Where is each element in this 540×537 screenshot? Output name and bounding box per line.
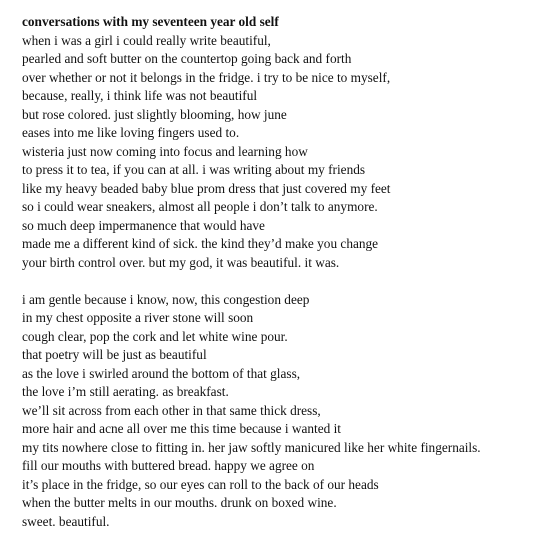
poem-line: to press it to tea, if you can at all. i was writing about my friends bbox=[22, 162, 366, 177]
poem-line: so much deep impermanence that would have bbox=[22, 217, 265, 233]
poem-line: the love i’m still aerating. as breakfast. bbox=[22, 384, 229, 399]
poem-line: because, really, i think life was not beautiful bbox=[22, 88, 258, 103]
poem-line: as the love i swirled around the bottom of that glass, bbox=[22, 365, 301, 381]
poem-line: like my heavy beaded baby blue prom dress that just covered my feet bbox=[22, 180, 391, 196]
poem-line: we’ll sit across from each other in that same thick dress, bbox=[22, 402, 321, 418]
poem-stanza bbox=[22, 32, 540, 273]
poem-line: my tits nowhere close to fitting in. her jaw softly manicured like her white fingernails. bbox=[22, 439, 481, 455]
poem-line: but rose colored. just slightly blooming, how june bbox=[22, 106, 287, 122]
poem-line: pearled and soft butter on the countertop going back and forth bbox=[22, 51, 352, 66]
poem-line: so i could wear sneakers, almost all people i don’t talk to anymore. bbox=[22, 199, 378, 214]
poem-line: i am gentle because i know, now, this congestion deep bbox=[22, 291, 310, 307]
poem-line: when the butter melts in our mouths. drunk on boxed wine. bbox=[22, 495, 337, 510]
poem-line: made me a different kind of sick. the kind they’d make you change bbox=[22, 236, 379, 251]
poem-line: it’s place in the fridge, so our eyes can roll to the back of our heads bbox=[22, 476, 379, 492]
poem-line: eases into me like loving fingers used to. bbox=[22, 125, 240, 140]
poem-body bbox=[22, 32, 540, 532]
poem-line: sweet. beautiful. bbox=[22, 513, 110, 529]
poem-line: your birth control over. but my god, it was beautiful. it was. bbox=[22, 254, 340, 270]
poem-line: in my chest opposite a river stone will soon bbox=[22, 310, 254, 325]
poem-line: fill our mouths with buttered bread. happy we agree on bbox=[22, 458, 315, 473]
poem-line: that poetry will be just as beautiful bbox=[22, 347, 207, 362]
poem-line: more hair and acne all over me this time because i wanted it bbox=[22, 421, 342, 436]
poem-stanza bbox=[22, 291, 540, 532]
poem-title: conversations with my seventeen year old self bbox=[22, 14, 279, 29]
poem-line: wisteria just now coming into focus and learning how bbox=[22, 143, 308, 159]
poem-line: when i was a girl i could really write beautiful, bbox=[22, 32, 271, 48]
poem-line: cough clear, pop the cork and let white wine pour. bbox=[22, 328, 288, 344]
poem-line: over whether or not it belongs in the fridge. i try to be nice to myself, bbox=[22, 69, 391, 85]
